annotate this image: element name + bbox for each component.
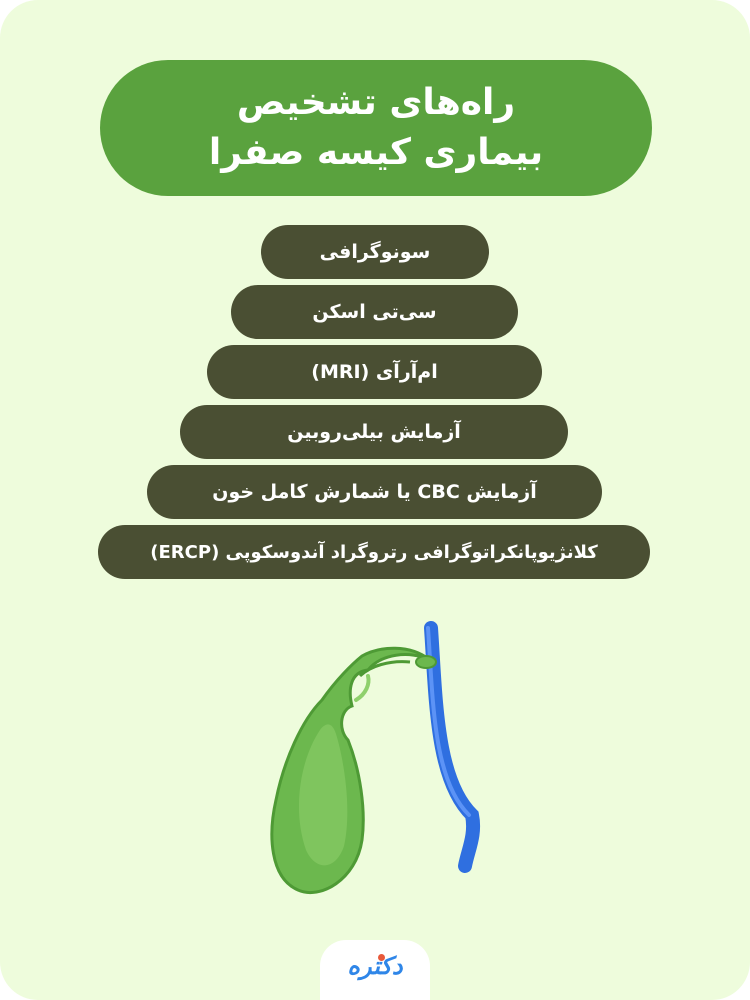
brand-logo [320, 940, 430, 1000]
method-item-mri: ام‌آرآی (MRI) [207, 345, 542, 399]
method-item-bilirubin-test: آزمایش بیلی‌روبین [180, 405, 568, 459]
gallbladder-illustration [240, 610, 520, 900]
brand-logo-icon: دکتره [347, 952, 403, 980]
method-item-sonography: سونوگرافی [261, 225, 489, 279]
method-item-ercp: کلانژیوپانکراتوگرافی رتروگراد آندوسکوپی (ERCP) [98, 525, 650, 579]
gallbladder-icon [272, 648, 436, 892]
title-line-1: راه‌های تشخیص [236, 82, 516, 123]
title-line-2: بیماری کیسه صفرا [208, 132, 544, 173]
method-item-ct-scan: سی‌تی اسکن [231, 285, 518, 339]
method-item-cbc-test: آزمایش CBC یا شمارش کامل خون [147, 465, 602, 519]
page-title [100, 60, 652, 196]
